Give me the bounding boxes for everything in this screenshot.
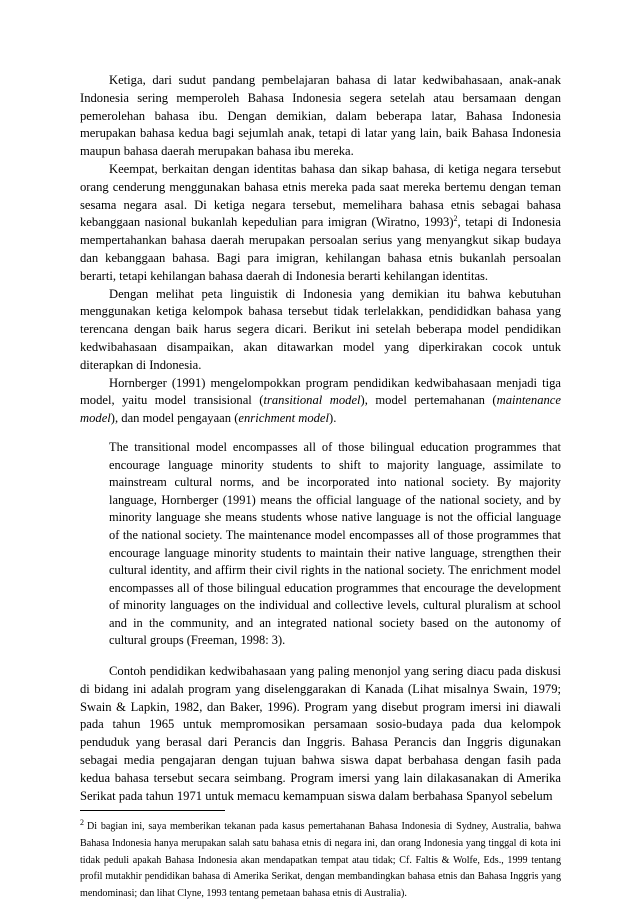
document-page [80,72,561,902]
footnote-reference: 2 [453,214,458,224]
footnote-mark: 2 [80,818,84,828]
paragraph-keempat [80,161,561,286]
term-transitional-model: transitional model [263,393,361,408]
footnote-divider [80,810,225,811]
paragraph-hornberger-text-b: ), model pertemahanan ( [360,393,497,408]
paragraph-hornberger-text-d: ). [329,411,337,426]
paragraph-ketiga-text: Ketiga, dari sudut pandang pembelajaran bahasa di latar kedwibahasaan, anak-anak Indonesia sering memperoleh Bahasa Indonesia segera setelah atau bersamaan dengan pemerolehan bahasa ibu. Dengan demikian, dalam beberapa latar, Bahasa Indonesia merupakan bahasa kedua bagi sejumlah anak, tetapi di latar yang lain, baik Bahasa Indonesia maupun bahasa daerah merupakan bahasa ibu mereka. [80,73,561,159]
paragraph-contoh [80,663,561,805]
block-quote: The transitional model encompasses all of those bilingual education programmes that encourage language minority students to shift to majority language, assimilate to mainstream cultural norms, and be incorporated into national society. By majority language, Hornberger (1991) means the official language of the national society, and by minority language she means students whose native language is not the official language of the national society. The maintenance model encompasses all of those programmes that encourage language minority students to maintain their native language, strengthen their cultural identity, and affirm their civil rights in the national society. The enrichment model encompasses all of those bilingual education programmes that encourage the development of minority languages on the individual and collective levels, cultural pluralism at school and in the community, and an integrated national society based on the autonomy of cultural groups (Freeman, 1998: 3). [109,439,561,648]
paragraph-keempat-text-b: , tetapi di Indonesia mempertahankan bahasa daerah merupakan persoalan serius yang menyangkut sikap budaya dan kebanggaan bahasa. Bagi para imigran, kehilangan bahasa etnis bukanlah persoalan berarti, tetapi kehilangan bahasa daerah di Indonesia berarti kehilangan identitas. [80,215,561,283]
paragraph-peta-linguistik-text: Dengan melihat peta linguistik di Indonesia yang demikian itu bahwa kebutuhan menggunakan ketiga kelompok bahasa tersebut tidak terlelakkan, pendididkan bahasa yang terencana dengan baik harus segera dicari. Berikut ini setelah beberapa model pendidikan kedwibahasaan disampaikan, akan ditawarkan model yang diperkirakan cocok untuk diterapkan di Indonesia. [80,286,561,372]
term-maintenance-model: maintenance model [80,393,561,426]
paragraph-hornberger [80,375,561,428]
paragraph-peta-linguistik [80,286,561,375]
paragraph-keempat-text-a: Keempat, berkaitan dengan identitas bahasa dan sikap bahasa, di ketiga negara tersebut orang cenderung menggunakan bahasa etnis mereka pada saat mereka bertemu dengan teman sesama negara asal. Di ketiga negara tersebut, memelihara bahasa etnis sebagai bahasa kebanggaan nasional bukanlah kepedulian para imigran (Wiratno, 1993) [80,161,561,230]
paragraph-hornberger-text-c: ), dan model pengayaan ( [110,411,239,426]
paragraph-contoh-text: Contoh pendidikan kedwibahasaan yang paling menonjol yang sering diacu pada diskusi di bidang ini adalah program yang diselenggarakan di Kanada (Lihat misalnya Swain, 1979; Swain & Lapkin, 1982, dan Baker, 1996). Program yang disebut program imersi ini diawali pada tahun 1965 untuk mempromosikan persamaan sosio-budaya pada dua kelompok penduduk yang berasal dari Perancis dan Inggris. Bahasa Perancis dan Inggris digunakan sebagai media pengajaran dengan tujuan bahwa siswa dapat berbahasa dengan fasih pada kedua bahasa tersebut secara seimbang. Program imersi yang lain dilakasanakan di Amerika Serikat pada tahun 1971 untuk memacu kemampuan siswa dalam berbahasa Spanyol sebelum [80,664,561,803]
paragraph-hornberger-text-a: Hornberger (1991) mengelompokkan program pendidikan kedwibahasaan menjadi tiga model, yaitu model transisional ( [80,375,561,408]
term-enrichment-model: enrichment model [238,411,330,426]
footnote-text: Di bagian ini, saya memberikan tekanan pada kasus pemertahanan Bahasa Indonesia di Sydney, Australia, bahwa Bahasa Indonesia hanya merupakan salah satu bahasa etnis di negara ini, dan orang Indonesia yang tinggal di kota ini tidak peduli apakah Bahasa Indonesia akan mendapatkan tempat atau tidak; Cf. Faltis & Wolfe, Eds., 1999 tentang profil mutakhir pendidikan bahasa di Amerika Serikat, dengan membandingkan bahasa etnis dan Bahasa Inggris yang mendominasi; dan lihat Clyne, 1993 tentang pemetaan bahasa etnis di Australia). [80,821,561,899]
paragraph-ketiga [80,72,561,161]
footnote [80,819,561,902]
